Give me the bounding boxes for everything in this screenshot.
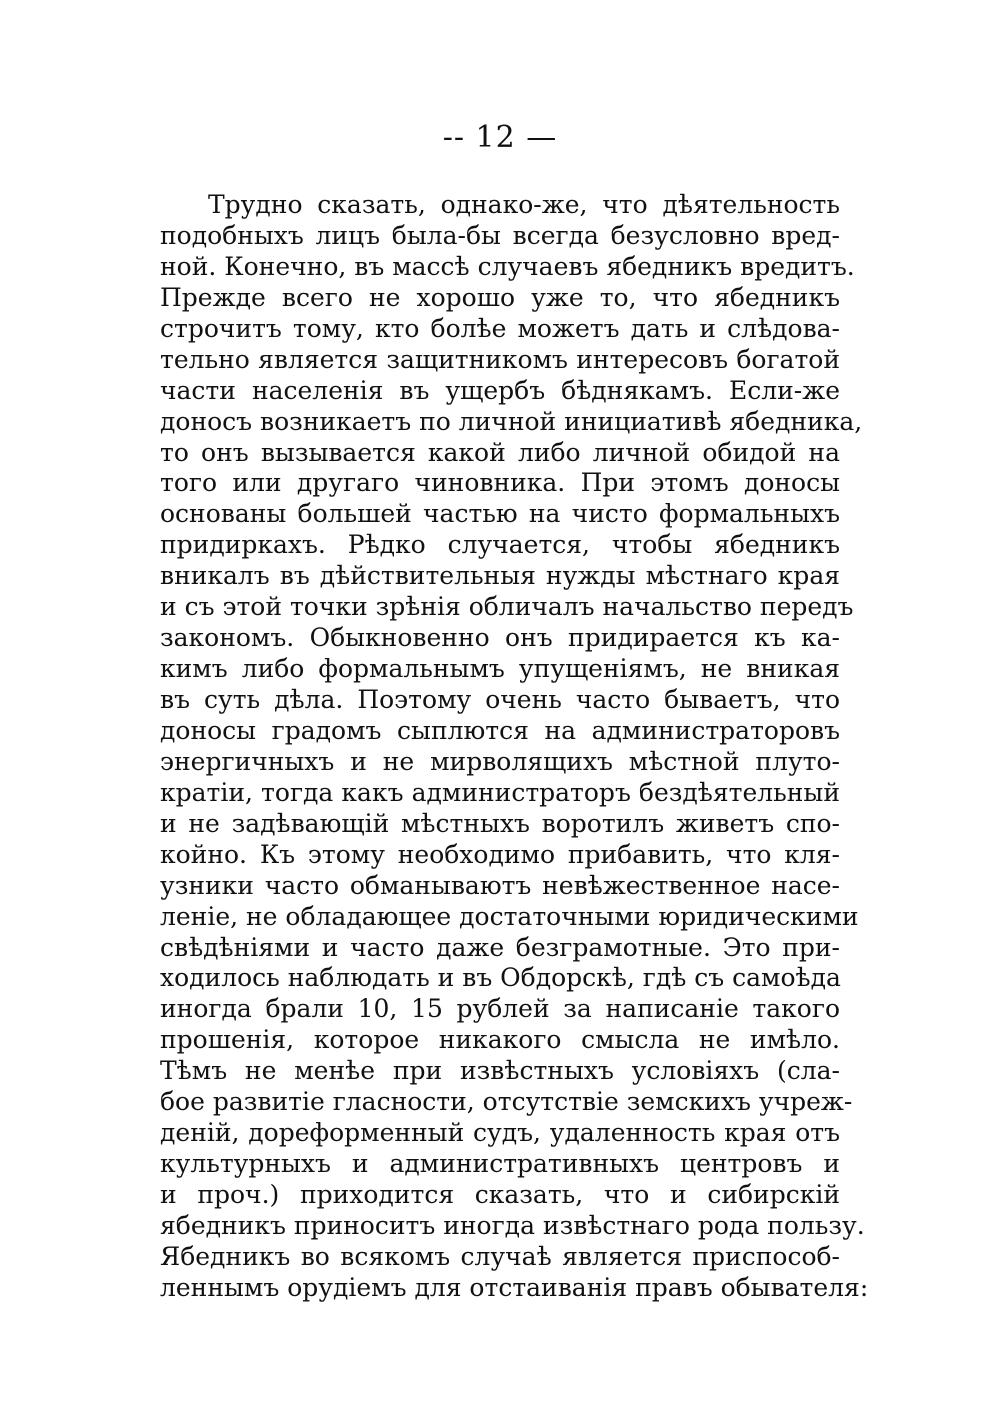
text-line: того или другаго чиновника. При этомъ доносы (160, 468, 840, 498)
text-line: Трудно сказать, однако-же, что дѣятельность (208, 190, 840, 219)
text-line: деній, дореформенный судъ, удаленность края отъ (160, 1118, 840, 1148)
text-line: Ябедникъ во всякомъ случаѣ является приспособ- (160, 1241, 840, 1271)
text-line: свѣдѣніями и часто даже безграмотные. Это при- (160, 932, 840, 962)
text-line: кратіи, тогда какъ администраторъ бездѣятельный (160, 777, 840, 807)
text-line: основаны большей частью на чисто формальныхъ (160, 499, 840, 529)
text-line: и не задѣвающій мѣстныхъ воротилъ живетъ спо- (160, 808, 840, 838)
page-number: -- 12 — (442, 120, 558, 155)
text-line: культурныхъ и административныхъ центровъ и (160, 1149, 840, 1179)
text-line: леніе, не обладающее достаточными юридическими (160, 901, 859, 931)
text-line: энергичныхъ и не мирволящихъ мѣстной плуто- (160, 746, 840, 776)
body-text (160, 190, 869, 1304)
text-line: придиркахъ. Рѣдко случается, чтобы ябедникъ (160, 530, 840, 560)
text-line: тельно является защитникомъ интересовъ богатой (160, 344, 840, 374)
text-line: вникалъ въ дѣйствительныя нужды мѣстнаго края (160, 561, 840, 591)
text-line: кимъ либо формальнымъ упущеніямъ, не вникая (160, 654, 840, 684)
text-line: Тѣмъ не менѣе при извѣстныхъ условіяхъ (сла- (160, 1056, 840, 1086)
text-line: узники часто обманываютъ невѣжественное насе- (160, 870, 840, 900)
text-line: койно. Къ этому необходимо прибавить, что кля- (160, 839, 840, 869)
text-line: подобныхъ лицъ была-бы всегда безусловно вред- (160, 220, 840, 250)
text-line: строчитъ тому, кто болѣе можетъ дать и слѣдова- (160, 313, 840, 343)
text-line: и съ этой точки зрѣнія обличалъ начальство передъ (160, 592, 854, 622)
text-line: ходилось наблюдать и въ Обдорскѣ, гдѣ съ самоѣда (160, 963, 841, 993)
text-line: бое развитіе гласности, отсутствіе земскихъ учреж- (160, 1087, 853, 1117)
text-line: и проч.) приходится сказать, что и сибирскій (160, 1180, 840, 1209)
text-line: закономъ. Обыкновенно онъ придирается къ ка- (160, 623, 840, 653)
text-line: доносы градомъ сыплются на администраторовъ (160, 715, 840, 745)
text-line: ябедникъ приноситъ иногда извѣстнаго рода пользу. (160, 1210, 865, 1240)
text-line: прошенія, которое никакого смысла не имѣло. (160, 1025, 840, 1055)
text-line: части населенія въ ущербъ бѣднякамъ. Если-же (160, 375, 840, 405)
text-line: въ суть дѣла. Поэтому очень часто бываетъ, что (160, 685, 840, 714)
text-line: иногда брали 10, 15 рублей за написаніе такого (160, 994, 840, 1024)
text-line: ной. Конечно, въ массѣ случаевъ ябедникъ вредитъ. (160, 251, 855, 281)
text-line: Прежде всего не хорошо уже то, что ябедникъ (160, 282, 840, 312)
text-line: то онъ вызывается какой либо личной обидой на (160, 437, 840, 467)
text-line: леннымъ орудіемъ для отстаиванія правъ обывателя: (160, 1272, 869, 1302)
text-line: доносъ возникаетъ по личной инициативѣ ябедника, (160, 406, 863, 436)
